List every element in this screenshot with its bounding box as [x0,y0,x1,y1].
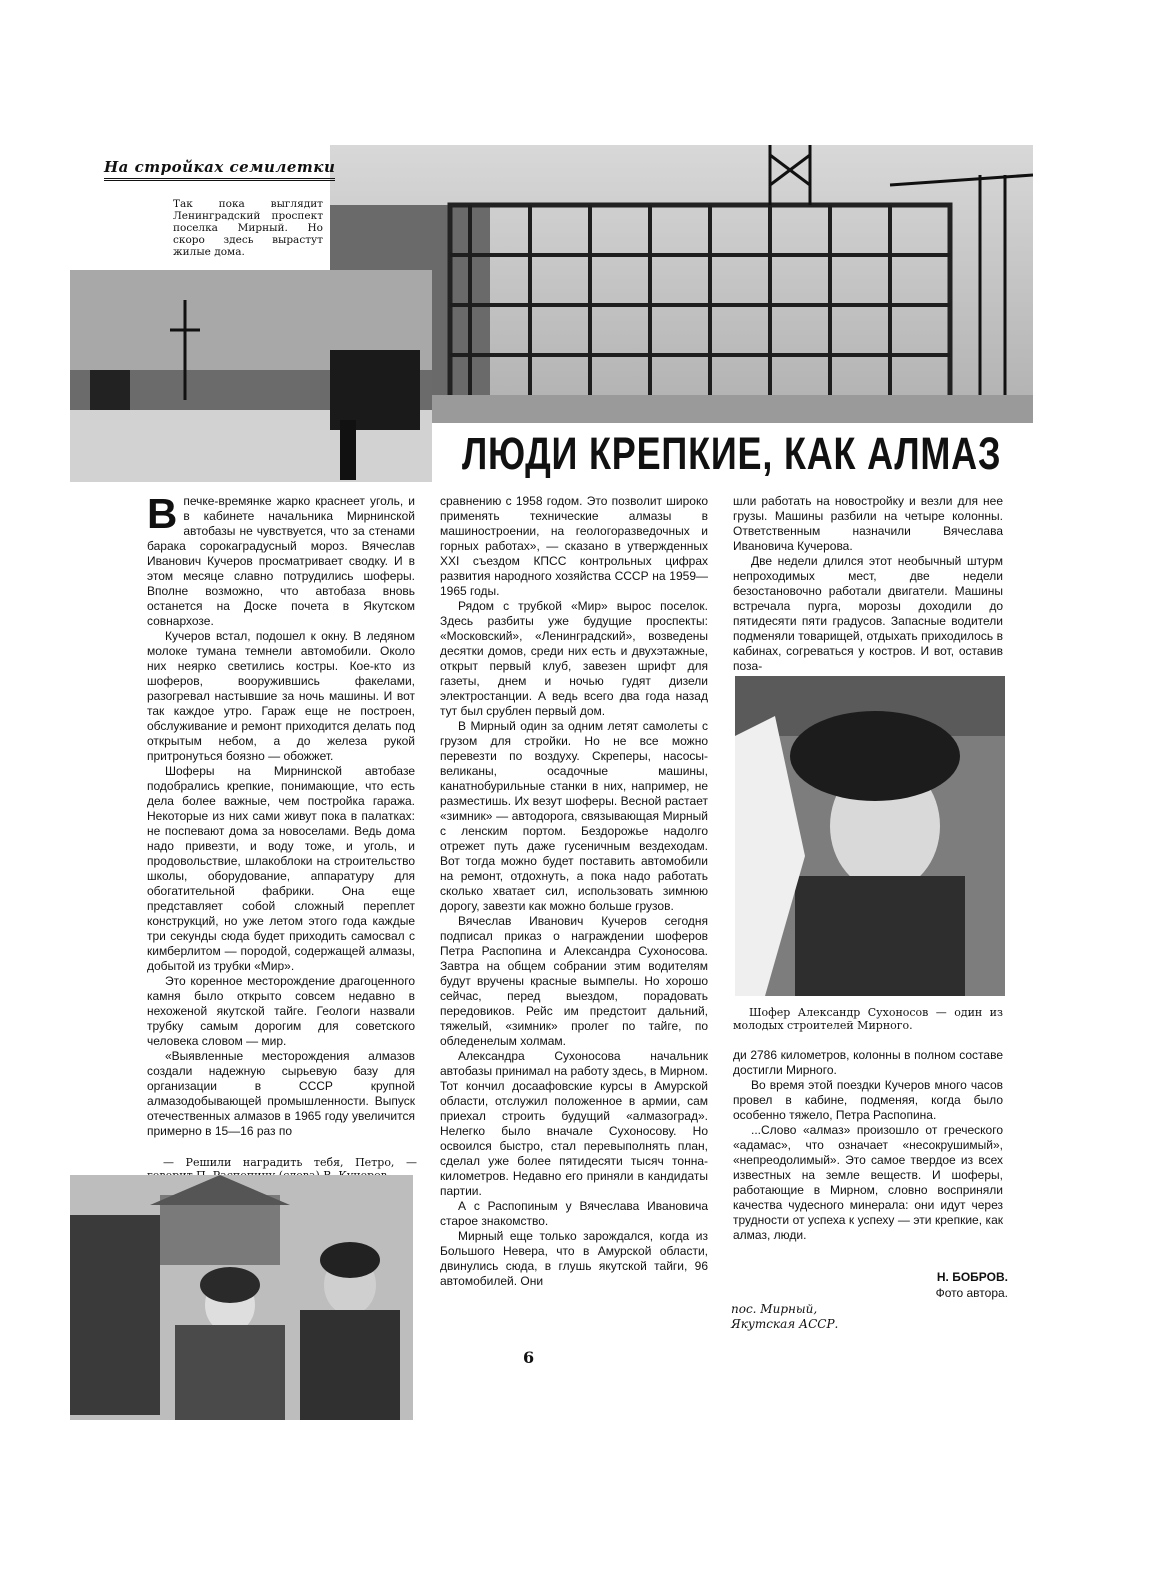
text-column-3-top [733,494,1003,674]
section-rubric: На стройках семилетки [104,158,335,181]
text-column-1 [147,490,415,1139]
paragraph: Шоферы на Мирнинской автобазе подобрались крепкие, понимающие, что есть дела более важные, чем постройка гаража. Некоторые из них сами живут пока в палатках: не поспевают дома за новоселами. Ведь дома надо привезти, и воду тоже, и уголь, и продовольствие, шлакоблоки на строительство школы, оборудование, аппаратуру для обогатительной фабрики. Она еще представляет собой сложный переплет конструкций, но уже летом этого года каждые три секунды сюда будет приходить самосвал с кимберлитом — породой, содержащей алмазы, добытой из трубки «Мир». [147,764,415,973]
paragraph: шли работать на новостройку и везли для нее грузы. Машины разбили на четыре колонны. Ответственным назначили Вячеслава Ивановича Кучерова. [733,494,1003,553]
paragraph: А с Распопиным у Вячеслава Ивановича старое знакомство. [440,1199,708,1228]
author-name: Н. БОБРОВ. [936,1270,1008,1284]
driver-portrait-photo [735,676,1005,996]
paragraph: Рядом с трубкой «Мир» вырос поселок. Здесь разбиты уже будущие проспекты: «Московский», «Ленинградский», возведены десятки домов, среди них есть и двухэтажные, открыт первый клуб, завезен шрифт для газеты, днем и ночью гудят дизели электростанции. А ведь всего два года назад тут был срублен первый дом. [440,599,708,718]
paragraph: Александра Сухоносова начальник автобазы принимал на работу здесь, в Мирном. Тот кончил досаафовские курсы в Амурской области, отслужил положенное в армии, сам приехал строить будущий «алмазоград». Нелегко было вначале Сухоносову. Но освоился быстро, стал перевыполнять план, сделал уже более пятидесяти тысяч тонна-километров. Недавно его приняли в кандидаты партии. [440,1049,708,1198]
paragraph: ди 2786 километров, колонны в полном составе достигли Мирного. [733,1048,1003,1077]
paragraph: Вячеслав Иванович Кучеров сегодня подписал приказ о награждении шоферов Петра Распопина и Александра Сухоносова. Завтра на общем собрании этим водителям будут вручены красные вымпелы. Но хорошо сейчас, перед выездом, порадовать передовиков. Рейс им предстоит дальний, тяжелый, «зимник» пролег по тайге, по обледенелым холмам. [440,914,708,1048]
paragraph: Кучеров встал, подошел к окну. В ледяном молоке тумана темнели автомобили. Около них неярко светились костры. Кое-кто из шоферов, вооружившись факелами, разогревал настывшие за ночь машины. И вот так каждое утро. Гараж еще не построен, обслуживание и ремонт приходится делать под открытым небом, а до железа рукой притронуться боязно — обожжет. [147,629,415,763]
tractor-photo [70,270,432,482]
portrait-caption: Шофер Александр Сухоносов — один из молодых строителей Мирного. [733,1006,1003,1032]
drivers-photo [70,1175,413,1420]
paragraph: Это коренное месторождение драгоценного камня было открыто совсем недавно в нехоженой якутской тайге. Геологи назвали трубку самым дорогим для советского человека словом — мир. [147,974,415,1048]
text-column-3-bottom [733,1048,1003,1243]
text-column-2 [440,494,708,1289]
paragraph: сравнению с 1958 годом. Это позволит широко применять технические алмазы в машиностроении, на геологоразведочных и горных работах», — сказано в утвержденных XXI съездом КПСС контрольных цифрах развития народного хозяйства СССР на 1959—1965 годы. [440,494,708,598]
drop-cap: В [147,490,178,537]
paragraph: Мирный еще только зарождался, когда из Большого Невера, что в Амурской области, двинулись сюда, в глушь якутской тайги, 96 автомобилей. Они [440,1229,708,1288]
dateline [731,1302,838,1332]
dateline-line-1: пос. Мирный, [731,1302,818,1316]
paragraph: «Выявленные месторождения алмазов создали надежную сырьевую базу для организации в СССР крупной алмазодобывающей промышленности. Выпуск отечественных алмазов в 1965 году увеличится примерно в 15—16 раз по [147,1049,415,1138]
top-photo-caption: Так пока выглядит Ленинградский проспект поселка Мирный. Но скоро здесь вырастут жилые дома. [173,198,323,258]
paragraph: ...Слово «алмаз» произошло от греческого «адамас», что означает «несокрушимый», «непреодолимый». Это самое твердое из всех известных на земле веществ. И шоферы, работающие в Мирном, словно восприняли качества чудесного минерала: они идут через трудности от успеха к успеху — эти крепкие, как алмаз, люди. [733,1123,1003,1242]
paragraph: Во время этой поездки Кучеров много часов провел в кабине, подменяя, когда было особенно тяжело, Петра Распопина. [733,1078,1003,1122]
article-title: ЛЮДИ КРЕПКИЕ, КАК АЛМАЗ [462,428,1002,479]
paragraph: печке-времянке жарко краснеет уголь, и в кабинете начальника Мирнинской автобазы не чувствуется, что за стенами барака сорокаградусный мороз. Вячеслав Иванович Кучеров просматривает сводку. И в этом месяце славно потрудились шоферы. Вполне возможно, что автобаза вновь останется на Доске почета в Якутском совнархозе. [147,494,415,628]
photo-credit: Фото автора. [935,1286,1008,1300]
construction-photo [330,145,1033,423]
paragraph: Две недели длился этот необычный штурм непроходимых мест, две недели безостановочно работали двигатели. Машины встречала пурга, морозы доходили до пятидесяти пяти градусов. Запасные водители подменяли товарищей, отдыхать приходилось в кабинах, согреваться у костров. И вот, оставив поза- [733,554,1003,673]
dateline-line-2: Якутская АССР. [731,1317,839,1331]
bottom-photo-caption: — Решили наградить тебя, Петро, — [163,1156,417,1169]
paragraph: В Мирный один за одним летят самолеты с грузом для стройки. Но не все можно перевезти по воздуху. Скреперы, насосы-великаны, осадочные машины, канатнобурильные станки в них, например, не разместишь. Их везут шоферы. Весной растает «зимник» — автодорога, связывающая Мирный с ленским портом. Бездорожье надолго отрежет путь даже гусеничным вездеходам. Вот тогда можно будет поставить автомобили на ремонт, отдохнуть, а пока надо работать сколько хватает сил, использовать зимнюю дорогу, завезти как можно больше грузов. [440,719,708,913]
page-number: 6 [523,1348,535,1367]
